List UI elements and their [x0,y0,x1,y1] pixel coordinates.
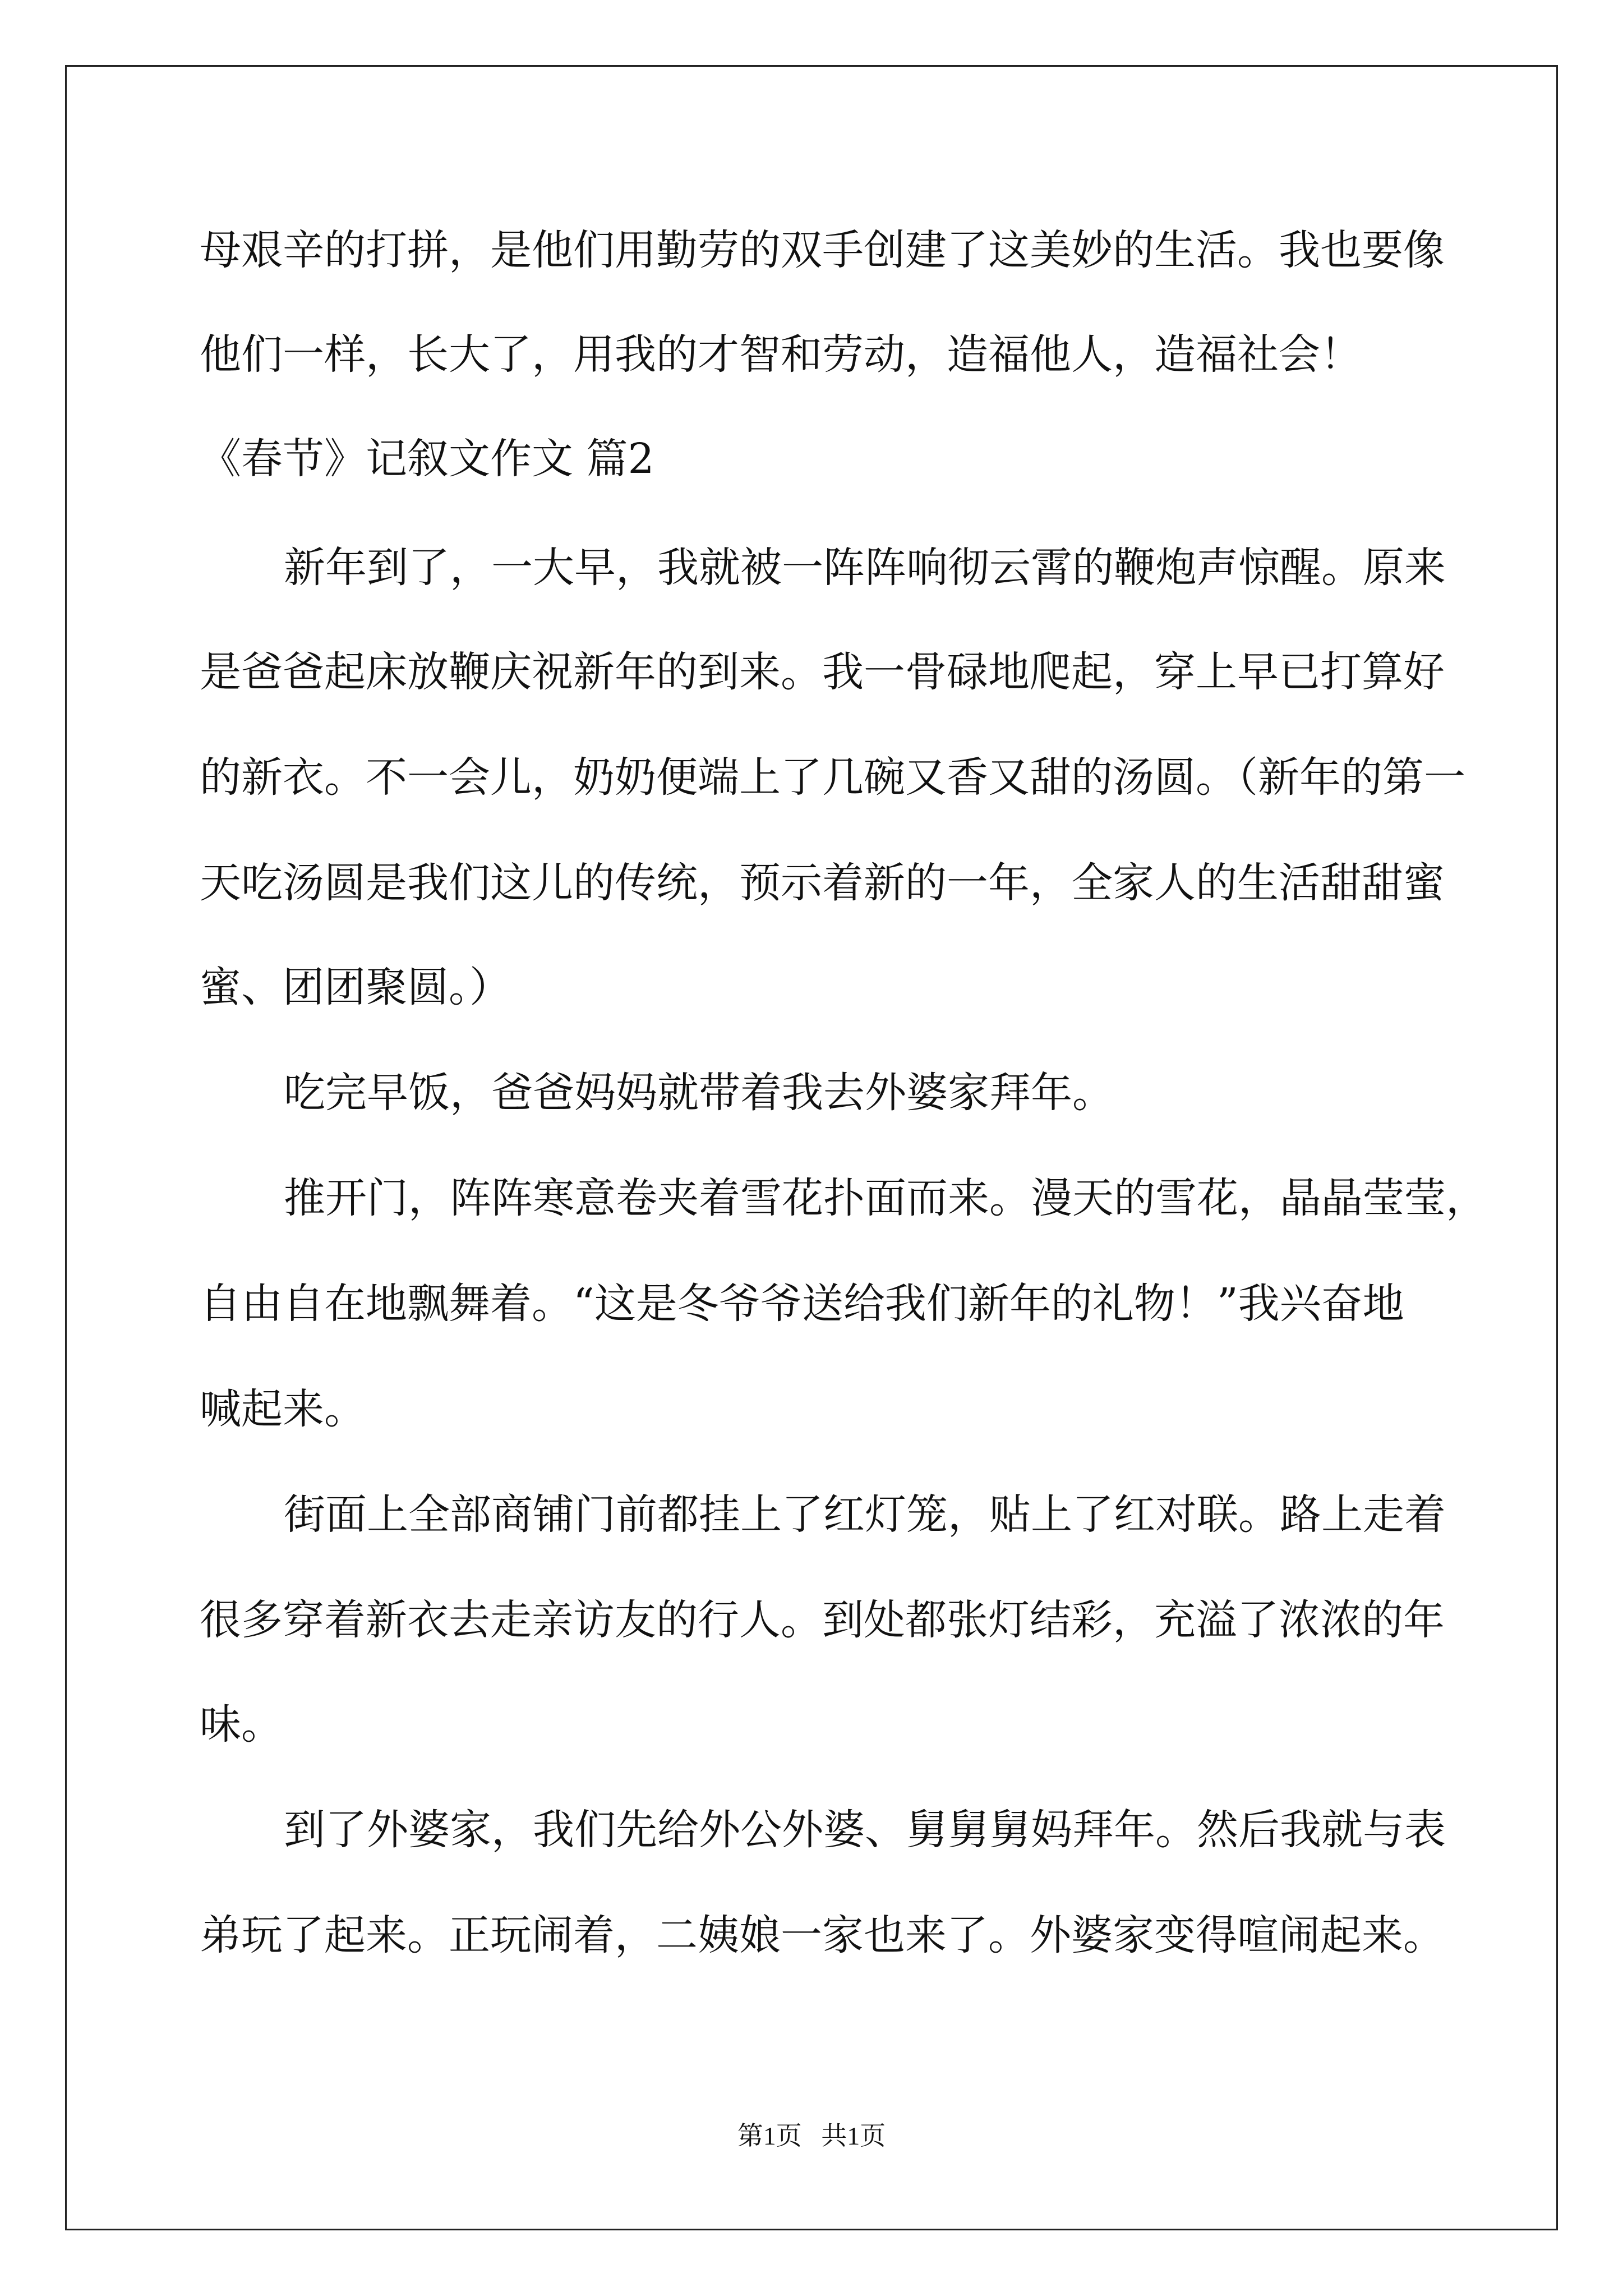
paragraph-first-line: 新年到了，一大早，我就被一阵阵响彻云霄的鞭炮声惊醒。原来 [284,544,1446,592]
text-line: 母艰辛的打拼，是他们用勤劳的双手创建了这美妙的生活。我也要像 [200,226,1445,274]
text-line: 喊起来。 [200,1385,366,1433]
text-line: 的新衣。不一会儿，奶奶便端上了几碗又香又甜的汤圆。（新年的第一 [200,753,1465,802]
paragraph-first-line: 吃完早饭，爸爸妈妈就带着我去外婆家拜年。 [284,1069,1114,1117]
page-border [65,65,1558,2230]
text-line: 很多穿着新衣去走亲访友的行人。到处都张灯结彩，充溢了浓浓的年 [200,1596,1445,1644]
paragraph-first-line: 推开门，阵阵寒意卷夹着雪花扑面而来。漫天的雪花，晶晶莹莹， [284,1174,1487,1222]
text-line: 弟玩了起来。正玩闹着，二姨娘一家也来了。外婆家变得喧闹起来。 [200,1911,1445,1959]
text-line: 自由自在地飘舞着。“这是冬爷爷送给我们新年的礼物！”我兴奋地 [200,1280,1404,1328]
section-heading: 《春节》记叙文作文 篇2 [200,435,654,483]
text-line: 天吃汤圆是我们这儿的传统，预示着新的一年，全家人的生活甜甜蜜 [200,859,1445,907]
text-line: 味。 [200,1700,283,1749]
text-line: 蜜、团团聚圆。） [200,963,511,1011]
paragraph-first-line: 街面上全部商铺门前都挂上了红灯笼，贴上了红对联。路上走着 [284,1490,1446,1539]
text-line: 是爸爸起床放鞭庆祝新年的到来。我一骨碌地爬起，穿上早已打算好 [200,648,1445,696]
text-line: 他们一样，长大了，用我的才智和劳动，造福他人，造福社会！ [200,330,1362,379]
paragraph-first-line: 到了外婆家，我们先给外公外婆、舅舅舅妈拜年。然后我就与表 [284,1806,1446,1854]
page-footer: 第1页 共1页 [737,2122,886,2150]
